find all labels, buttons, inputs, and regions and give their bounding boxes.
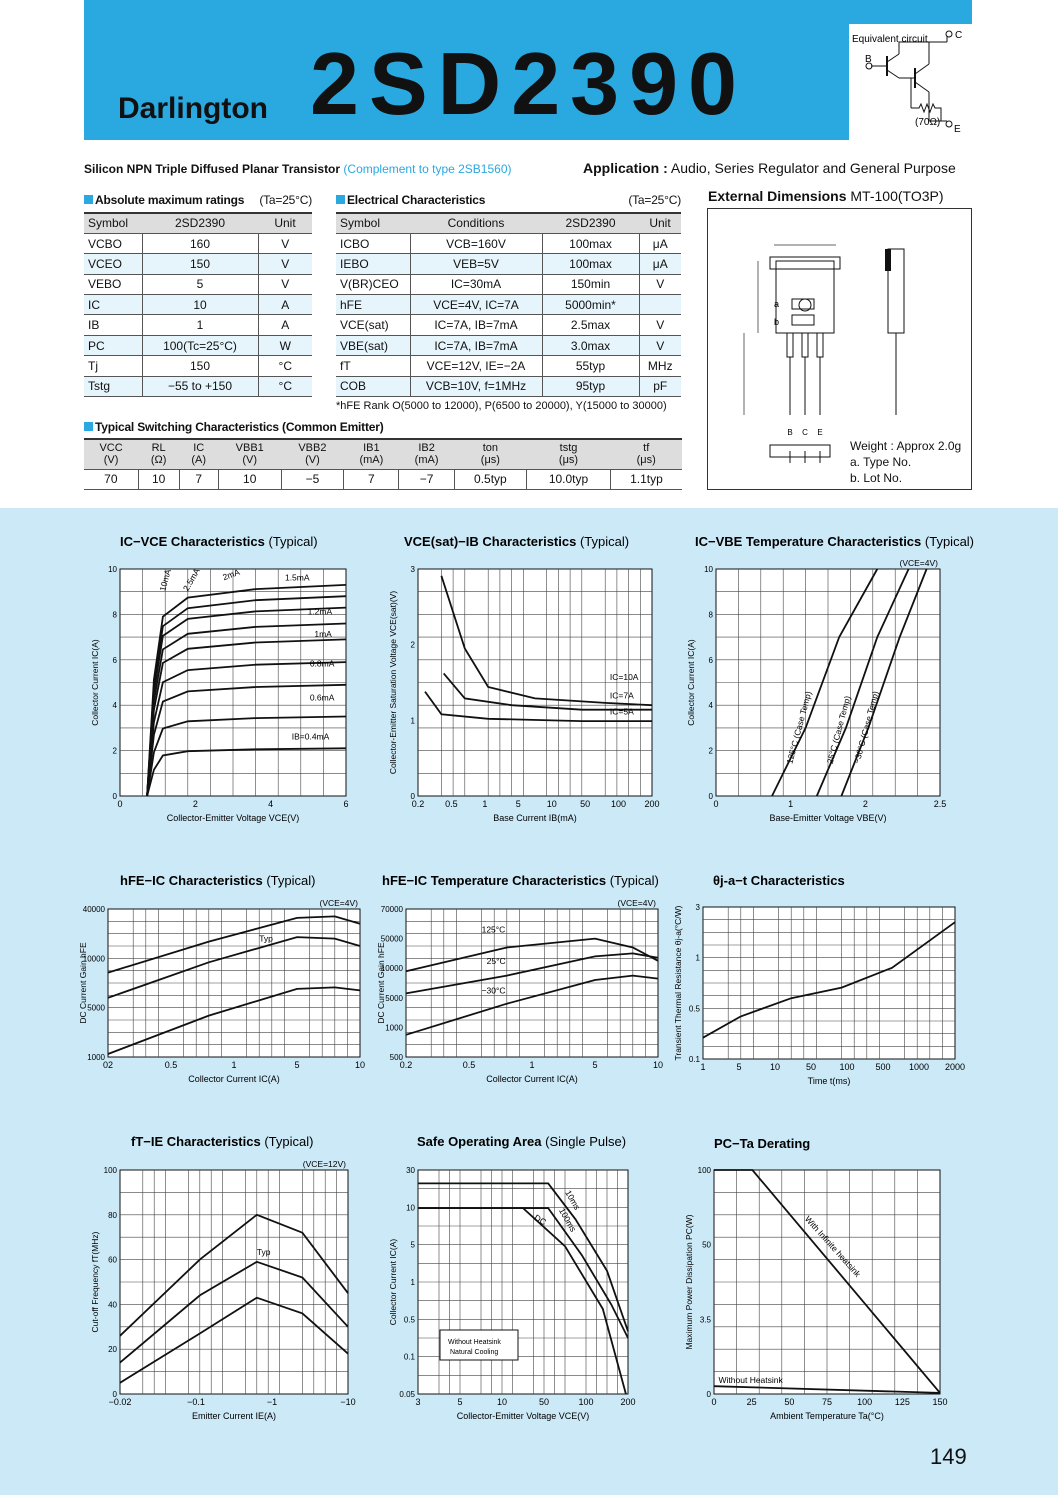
table-cell: 160 [142,233,258,253]
chart-c6 [673,873,965,1086]
y-tick-label: 0 [410,792,415,801]
table-cell: °C [258,356,312,376]
chart-c8 [388,1134,636,1421]
header-unit: (V) [242,454,258,467]
chart-c3 [686,534,974,823]
x-tick-label: 1 [529,1060,535,1070]
curve-label: 100ms [556,1206,579,1234]
y-tick-label: 10 [108,565,117,574]
x-axis-label: Collector Current IC(A) [486,1074,578,1084]
circuit-title: Equivalent circuit [852,34,928,45]
y-axis-label: Collector Current IC(A) [686,639,696,726]
x-tick-label: 50 [805,1062,817,1072]
table-cell: VBE(sat) [336,335,410,355]
curve-label: With Infinite heatsink [802,1213,863,1279]
y-tick-label: 10 [704,565,713,574]
table-cell: 7 [344,469,399,489]
chart-title: PC−Ta Derating [714,1136,811,1151]
curve-label: 1.5mA [284,572,310,583]
table-cell: 100max [542,233,639,253]
header-unit: (Ω) [150,454,167,467]
table-cell: V(BR)CEO [336,274,410,294]
table-cell: 1.1typ [610,469,682,489]
table-header: Conditions [410,213,542,233]
x-tick-label: 0.2 [399,1060,413,1070]
x-tick-label: 2000 [944,1062,966,1072]
curve-label: −30°C [481,985,506,996]
chart-c7 [90,1134,356,1421]
x-tick-label: 50 [784,1397,795,1407]
table-cell: IC=7A, IB=7mA [410,335,542,355]
table-cell: 10.0typ [527,469,611,489]
y-tick-label: 100 [697,1166,711,1175]
x-tick-label: 0.5 [164,1060,178,1070]
chart-note: (Typical) [921,534,975,549]
table-cell: VEBO [84,274,142,294]
part-number: 2SD2390 [310,34,747,133]
chart-title: Safe Operating Area (Single Pulse) [417,1134,627,1149]
x-tick-label: 150 [932,1397,948,1407]
x-tick-label: 5 [592,1060,598,1070]
chart-title: hFE−IC Temperature Characteristics (Typical) [382,873,659,888]
header-line: tstg [559,442,578,455]
curve-label: 1.2mA [307,606,333,617]
x-tick-label: 2.5 [933,799,947,809]
curve-label: DC [532,1212,549,1228]
x-axis-label: Base Current IB(mA) [493,813,577,823]
header-unit: (A) [191,454,207,467]
y-tick-label: 4 [112,701,117,711]
chart-condition: (VCE=12V) [302,1159,346,1169]
curve-label: Without Heatsink [718,1374,783,1385]
abs-max-cond: (Ta=25°C) [259,193,312,207]
header-line: tf [643,442,650,455]
header-line: ton [482,442,499,455]
y-axis-label: DC Current Gain hFE [376,942,386,1024]
x-tick-label: 5 [294,1060,300,1070]
table-cell: 7 [179,469,218,489]
chart-title: VCE(sat)−IB Characteristics (Typical) [404,534,630,549]
pin-label-c: C [802,428,808,437]
y-axis-label: Collector-Emitter Saturation Voltage VCE(sat)(V) [388,590,398,775]
y-tick-label: 40 [108,1300,117,1310]
x-axis-label: Emitter Current IE(A) [191,1411,277,1421]
curve-label: 10ms [563,1188,583,1212]
table-cell: A [258,315,312,335]
y-tick-label: 0 [706,1390,711,1399]
brand-label: Darlington [118,92,268,125]
x-tick-label: 10 [354,1060,366,1070]
table-header: Symbol [84,213,142,233]
x-tick-label: −0.02 [108,1397,132,1407]
table-cell: V [258,233,312,253]
x-tick-label: 500 [875,1062,891,1072]
y-tick-label: 8 [112,610,117,620]
header-line: VBB2 [298,442,327,455]
header-unit: (μs) [636,454,656,467]
table-cell: COB [336,376,410,396]
header-line: VBB1 [235,442,264,455]
table-cell: −5 [281,469,344,489]
table-cell: ICBO [336,233,410,253]
y-axis-label: Collector Current IC(A) [388,1238,398,1326]
y-tick-label: 2 [410,640,415,650]
dimensions-heading: External Dimensions [708,188,847,204]
table-cell: 10 [138,469,179,489]
curve-label: 25°C [486,955,506,966]
y-tick-label: 4 [708,701,713,711]
y-tick-label: 0.1 [688,1055,700,1064]
table-cell: VEB=5V [410,254,542,274]
table-cell: μA [639,254,681,274]
weight-label: Weight : Approx 2.0g [850,439,962,453]
y-tick-label: 3 [695,903,700,912]
table-header: 2SD2390 [542,213,639,233]
table-cell: 150 [142,254,258,274]
y-axis-label: Transient Thermal Resistance θj-a(°C/W) [673,905,683,1061]
header-line: IC [193,442,205,455]
x-tick-label: 200 [620,1397,636,1407]
x-tick-label: 1 [482,799,488,809]
table-cell: 5000min* [542,295,639,315]
table-header: Symbol [336,213,410,233]
x-tick-label: 0.5 [462,1060,476,1070]
table-cell: −55 to +150 [142,376,258,396]
y-tick-label: 0.5 [688,1004,700,1014]
table-cell: pF [639,376,681,396]
table-cell: VCBO [84,233,142,253]
table-cell: V [639,315,681,335]
chart-c4 [78,873,365,1084]
header-unit: (V) [103,454,119,467]
x-tick-label: 10 [496,1397,508,1407]
table-cell: IC=30mA [410,274,542,294]
y-tick-label: 8 [708,610,713,620]
y-tick-label: 1 [410,716,415,726]
table-cell: VCB=10V, f=1MHz [410,376,542,396]
x-tick-label: 0 [117,799,123,809]
x-tick-label: 100 [578,1397,594,1407]
table-cell: IEBO [336,254,410,274]
x-tick-label: 100 [857,1397,873,1407]
type-mark-a: a [774,299,780,309]
pin-b-label: B [865,54,872,65]
table-cell: MHz [639,356,681,376]
x-tick-label: 125 [894,1397,910,1407]
header-unit: (mA) [414,454,439,467]
y-tick-label: 100 [103,1166,117,1175]
curve-label: 10mA [157,568,173,593]
curve-label: 1mA [314,629,332,640]
chart-note: (Typical) [262,873,316,888]
table-cell: 2.5max [542,315,639,335]
header-line: IB1 [363,442,380,455]
pin-c-label: C [955,30,963,41]
y-tick-label: 1000 [385,1023,403,1033]
table-cell: 70 [84,469,138,489]
header-unit: (mA) [359,454,384,467]
y-tick-label: 5000 [385,993,403,1003]
x-tick-label: 5 [457,1397,463,1407]
complement-note: (Complement to type 2SB1560) [343,162,512,176]
chart-note: (Single Pulse) [541,1134,627,1149]
x-axis-label: Collector-Emitter Voltage VCE(V) [456,1411,590,1421]
x-tick-label: 5 [515,799,521,809]
table-cell: VCE=4V, IC=7A [410,295,542,315]
table-cell: 95typ [542,376,639,396]
y-tick-label: 1 [410,1278,415,1287]
note-a: a. Type No. [850,455,912,469]
chart-condition: (VCE=4V) [899,558,938,568]
curve-label: Typ [256,1247,271,1258]
application-label: Application : [583,160,668,176]
y-tick-label: 500 [389,1053,403,1062]
x-axis-label: Ambient Temperature Ta(°C) [770,1411,884,1421]
table-cell: V [258,254,312,274]
elec-cond: (Ta=25°C) [628,193,681,207]
table-cell: VCE=12V, IE=−2A [410,356,542,376]
x-tick-label: 50 [538,1397,550,1407]
curve-label: 2.5mA [180,566,202,593]
x-tick-label: 4 [268,799,274,809]
header-line: RL [151,442,166,455]
header-unit: (μs) [558,454,579,467]
resistor-label: (70Ω) [915,117,941,128]
y-axis-label: Cut-off Frequency fT(MHz) [90,1231,100,1333]
chart-c5 [376,873,663,1084]
header-line: IB2 [418,442,435,455]
table-cell: 1 [142,315,258,335]
y-tick-label: 50 [702,1240,711,1250]
table-cell: IC [84,295,142,315]
x-tick-label: 0 [711,1397,717,1407]
y-tick-label: 0.5 [403,1315,415,1325]
x-axis-label: Collector-Emitter Voltage VCE(V) [166,813,300,823]
table-cell: VCEO [84,254,142,274]
y-tick-label: 3.5 [699,1315,711,1325]
table-cell: hFE [336,295,410,315]
package-name: MT-100(TO3P) [850,188,944,204]
header-line: VCC [99,442,123,455]
table-cell: 55typ [542,356,639,376]
sao-note: Natural Cooling [450,1349,499,1356]
x-tick-label: 50 [580,799,591,809]
table-cell: 0.5typ [454,469,526,489]
curve-label: −30°C (Case Temp) [851,689,881,765]
chart-note: (Typical) [606,873,659,888]
x-tick-label: −10 [340,1397,356,1407]
y-tick-label: 10000 [380,964,403,974]
chart-condition: (VCE=4V) [319,898,358,908]
y-tick-label: 20 [108,1345,117,1355]
y-tick-label: 1000 [87,1053,105,1062]
header-unit: (μs) [480,454,500,467]
subtitle-main: Silicon NPN Triple Diffused Planar Transistor [84,162,341,176]
switching-heading: Typical Switching Characteristics (Common Emitter) [95,420,384,434]
curve-label: 25°C (Case Temp) [824,694,853,765]
y-tick-label: 60 [108,1255,117,1265]
curve-label: 125°C [481,924,506,935]
x-tick-label: 6 [343,799,349,809]
chart-title: fT−IE Characteristics (Typical) [131,1134,314,1149]
y-axis-label: DC Current Gain hFE [78,942,88,1024]
abs-max-heading: Absolute maximum ratings [95,193,245,207]
curve-label: IC=10A [609,672,639,683]
x-tick-label: 100 [611,799,627,809]
table-cell: VCB=160V [410,233,542,253]
header-unit: (V) [305,454,320,467]
y-axis-label: Maximum Power Dissipation PC(W) [684,1214,694,1350]
chart-c1 [90,534,349,823]
y-tick-label: 5000 [87,1003,105,1013]
pin-label-e: E [817,428,823,437]
hfe-rank-note: *hFE Rank O(5000 to 12000), P(6500 to 20000), Y(15000 to 30000) [336,400,667,412]
table-cell: W [258,335,312,355]
table-cell: fT [336,356,410,376]
y-tick-label: 50000 [380,934,403,944]
curve-label: IC=7A [609,690,634,701]
table-cell: 10 [218,469,281,489]
curve-label: IB=0.4mA [291,731,330,742]
table-cell: PC [84,335,142,355]
y-tick-label: 0 [708,792,713,801]
x-axis-label: Time t(ms) [807,1076,851,1086]
x-tick-label: 0.5 [445,799,458,809]
table-cell: 5 [142,274,258,294]
y-tick-label: 10000 [82,954,105,964]
curve-label: Typ [259,933,273,944]
x-tick-label: 1 [788,799,794,809]
table-cell: V [639,335,681,355]
x-tick-label: 10 [546,799,557,809]
chart-title: θj-a−t Characteristics [713,873,845,888]
y-tick-label: 6 [112,655,117,665]
table-cell: 150 [142,356,258,376]
pin-e-label: E [954,124,961,135]
x-axis-label: Base-Emitter Voltage VBE(V) [769,813,887,823]
table-cell: Tstg [84,376,142,396]
x-tick-label: −0.1 [187,1397,205,1407]
x-tick-label: 0.2 [411,799,425,809]
y-tick-label: 10 [406,1203,415,1213]
x-tick-label: 200 [644,799,660,809]
x-tick-label: 10 [652,1060,664,1070]
y-tick-label: 3 [410,565,415,574]
x-tick-label: 25 [746,1397,757,1407]
x-tick-label: 02 [102,1060,114,1070]
table-header: Unit [639,213,681,233]
table-header: 2SD2390 [142,213,258,233]
y-tick-label: 2 [708,746,713,756]
lot-mark-b: b [774,317,780,327]
pin-label-b: B [787,428,793,437]
curve-label: 0.6mA [309,692,335,703]
y-tick-label: 6 [708,655,713,665]
x-tick-label: 2 [192,799,198,809]
table-cell: IB [84,315,142,335]
curve-label: 125°C (Case Temp) [784,690,814,765]
sao-note: Without Heatsink [448,1339,501,1346]
x-tick-label: 100 [839,1062,855,1072]
curve-label: IC=5A [609,706,634,717]
x-tick-label: 1 [700,1062,706,1072]
y-tick-label: 0 [112,1390,117,1399]
x-axis-label: Collector Current IC(A) [188,1074,280,1084]
y-axis-label: Collector Current IC(A) [90,639,100,726]
y-tick-label: 30 [406,1166,415,1175]
x-tick-label: 5 [736,1062,742,1072]
curve-label: 2mA [221,566,242,583]
table-cell: °C [258,376,312,396]
x-tick-label: 1 [231,1060,237,1070]
y-tick-label: 2 [112,746,117,756]
x-tick-label: 10 [769,1062,781,1072]
chart-note: (Typical) [260,1134,314,1149]
table-cell: V [639,274,681,294]
table-header: Unit [258,213,312,233]
x-tick-label: 3 [415,1397,421,1407]
y-tick-label: 40000 [82,905,105,914]
elec-heading: Electrical Characteristics [347,193,486,207]
table-cell: 10 [142,295,258,315]
table-cell: μA [639,233,681,253]
table-cell: −7 [399,469,454,489]
y-tick-label: 5 [410,1240,415,1250]
table-cell: 150min [542,274,639,294]
table-cell: 100max [542,254,639,274]
page-number: 149 [930,1444,967,1469]
x-tick-label: 0 [713,799,719,809]
curve-label: 0.8mA [309,658,335,669]
y-tick-label: 0 [112,792,117,801]
table-cell: A [258,295,312,315]
chart-title: hFE−IC Characteristics (Typical) [120,873,316,888]
table-cell: VCE(sat) [336,315,410,335]
y-tick-label: 0.1 [403,1352,415,1362]
x-tick-label: −1 [266,1397,278,1407]
x-tick-label: 75 [821,1397,833,1407]
y-tick-label: 70000 [380,905,403,914]
table-cell: 3.0max [542,335,639,355]
chart-title: IC−VBE Temperature Characteristics (Typical) [695,534,975,549]
chart-condition: (VCE=4V) [617,898,656,908]
chart-title: IC−VCE Characteristics (Typical) [120,534,318,549]
table-cell: V [258,274,312,294]
x-tick-label: 1000 [908,1062,930,1072]
chart-note: (Typical) [264,534,318,549]
table-cell: Tj [84,356,142,376]
table-cell: 100(Tc=25°C) [142,335,258,355]
y-tick-label: 1 [695,953,700,963]
y-tick-label: 0.05 [399,1390,415,1399]
note-b: b. Lot No. [850,471,903,485]
table-cell: IC=7A, IB=7mA [410,315,542,335]
x-tick-label: 2 [862,799,868,809]
application-text: Audio, Series Regulator and General Purpose [670,160,956,176]
y-tick-label: 80 [108,1210,117,1220]
chart-note: (Typical) [576,534,630,549]
